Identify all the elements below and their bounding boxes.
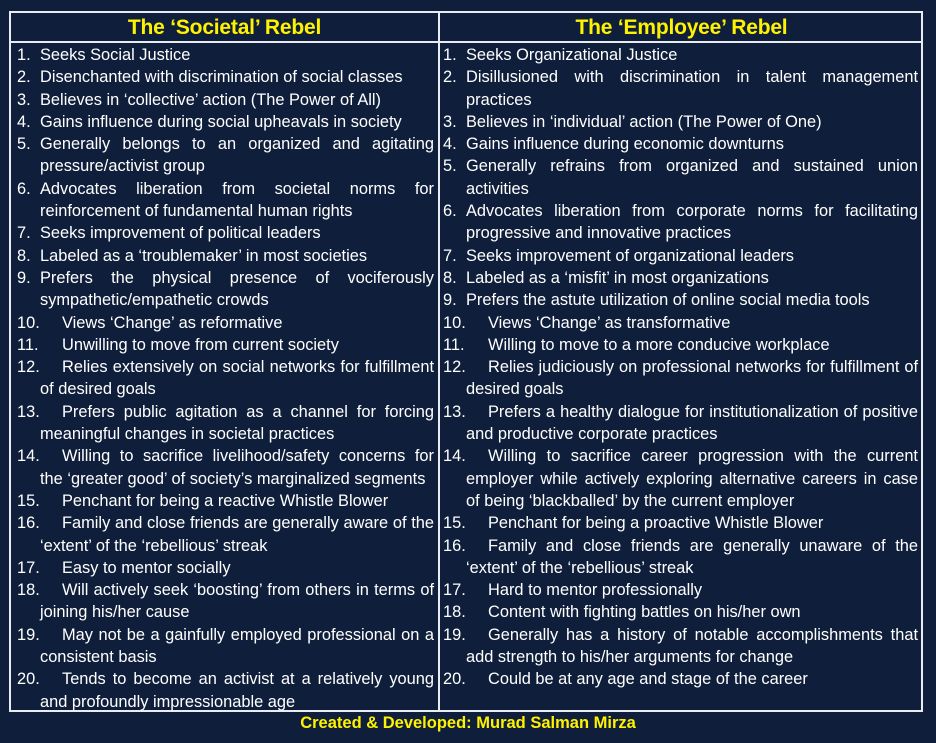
item-number: 17. xyxy=(17,558,40,577)
item-number: 15. xyxy=(443,514,466,533)
list-item xyxy=(443,111,918,133)
item-text: Penchant for being a proactive Whistle Blower xyxy=(488,514,824,533)
item-text: Could be at any age and stage of the career xyxy=(488,670,808,689)
item-text: Views ‘Change’ as transformative xyxy=(488,313,731,332)
item-number: 8. xyxy=(17,246,31,265)
item-number: 20. xyxy=(443,670,466,689)
list-item xyxy=(443,356,918,401)
item-text: Willing to sacrifice career progression with the current employer while actively exploring alternative careers in case of being ‘blackballed’ by the current employer xyxy=(466,447,918,510)
item-number: 7. xyxy=(443,246,457,265)
list-item xyxy=(17,557,434,579)
list-item xyxy=(17,334,434,356)
list-item xyxy=(443,535,918,580)
list-item xyxy=(17,401,434,446)
list-item xyxy=(443,267,918,289)
item-text: Disenchanted with discrimination of social classes xyxy=(40,68,403,87)
list-item xyxy=(443,579,918,601)
item-text: Easy to mentor socially xyxy=(62,558,231,577)
item-number: 4. xyxy=(17,112,31,131)
item-number: 13. xyxy=(17,402,40,421)
item-number: 11. xyxy=(17,335,39,354)
item-text: Prefers the astute utilization of online social media tools xyxy=(466,291,870,310)
item-number: 18. xyxy=(17,581,40,600)
list-item xyxy=(17,445,434,490)
item-number: 13. xyxy=(443,402,466,421)
list-item xyxy=(17,89,434,111)
list-item xyxy=(17,356,434,401)
item-number: 6. xyxy=(17,179,31,198)
societal-rebel-title: The ‘Societal’ Rebel xyxy=(127,16,322,39)
item-text: Believes in ‘collective’ action (The Power of All) xyxy=(40,90,382,109)
item-text: Labeled as a ‘misfit’ in most organizations xyxy=(466,268,769,287)
credit-footer: Created & Developed: Murad Salman Mirza xyxy=(300,714,636,732)
item-text: Disillusioned with discrimination in talent management practices xyxy=(466,68,918,109)
item-number: 14. xyxy=(17,447,40,466)
list-item xyxy=(17,512,434,557)
item-number: 17. xyxy=(443,581,466,600)
list-item xyxy=(443,445,918,512)
item-text: Advocates liberation from corporate norms for facilitating progressive and innovative practices xyxy=(466,202,918,243)
list-item xyxy=(17,579,434,624)
list-item xyxy=(443,245,918,267)
item-number: 16. xyxy=(443,536,466,555)
comparison-table xyxy=(9,11,923,712)
item-text: Generally refrains from organized and sustained union activities xyxy=(466,157,918,198)
list-item xyxy=(17,111,434,133)
item-text: Prefers the physical presence of vociferously sympathetic/empathetic crowds xyxy=(40,268,434,310)
item-number: 5. xyxy=(443,157,457,176)
list-item xyxy=(443,668,918,690)
item-text: Family and close friends are generally aware of the ‘extent’ of the ‘rebellious’ streak xyxy=(40,514,434,555)
item-number: 2. xyxy=(443,68,457,87)
item-number: 3. xyxy=(443,112,457,131)
item-number: 10. xyxy=(443,313,466,332)
list-item xyxy=(17,312,434,334)
list-item xyxy=(443,133,918,155)
item-text: Tends to become an activist at a relatively young and profoundly impressionable age xyxy=(40,670,434,711)
item-text: Relies extensively on social networks for fulfillment of desired goals xyxy=(40,358,434,399)
item-text: Willing to move to a more conducive workplace xyxy=(488,335,830,354)
item-text: Penchant for being a reactive Whistle Blower xyxy=(62,491,389,510)
item-number: 7. xyxy=(17,224,31,243)
list-item xyxy=(443,200,918,245)
list-item xyxy=(17,44,434,66)
list-item xyxy=(443,289,918,311)
item-number: 12. xyxy=(443,358,466,377)
item-number: 8. xyxy=(443,268,457,287)
list-item xyxy=(17,668,434,713)
item-text: Advocates liberation from societal norms for reinforcement of fundamental human rights xyxy=(40,179,434,221)
item-number: 4. xyxy=(443,135,457,154)
item-number: 18. xyxy=(443,603,466,622)
item-text: Seeks improvement of political leaders xyxy=(40,224,321,243)
item-number: 1. xyxy=(17,46,31,64)
item-number: 2. xyxy=(17,68,31,87)
item-text: Seeks Social Justice xyxy=(40,46,191,64)
item-text: Prefers public agitation as a channel for forcing meaningful changes in societal practices xyxy=(40,402,434,444)
list-item xyxy=(17,245,434,267)
item-text: Family and close friends are generally unaware of the ‘extent’ of the ‘rebellious’ streak xyxy=(466,536,918,577)
list-item xyxy=(443,401,918,446)
item-number: 12. xyxy=(17,358,40,377)
item-number: 1. xyxy=(443,46,457,64)
item-text: Relies judiciously on professional networks for fulfillment of desired goals xyxy=(466,358,918,399)
item-text: Labeled as a ‘troublemaker’ in most societies xyxy=(40,246,368,265)
list-item xyxy=(17,66,434,88)
item-text: May not be a gainfully employed professional on a consistent basis xyxy=(40,625,434,667)
item-text: Content with fighting battles on his/her own xyxy=(488,603,801,622)
societal-rebel-list xyxy=(17,44,434,713)
list-item xyxy=(17,178,434,223)
item-text: Generally has a history of notable accomplishments that add strength to his/her arguments for change xyxy=(466,625,918,667)
list-item xyxy=(17,490,434,512)
employee-rebel-title: The ‘Employee’ Rebel xyxy=(575,16,788,39)
header-divider xyxy=(11,41,921,43)
item-number: 6. xyxy=(443,202,457,221)
list-item xyxy=(17,267,434,312)
item-number: 10. xyxy=(17,313,40,332)
list-item xyxy=(443,601,918,623)
item-text: Gains influence during social upheavals in society xyxy=(40,112,402,131)
employee-rebel-list xyxy=(443,44,918,691)
list-item xyxy=(443,624,918,669)
list-item xyxy=(17,133,434,178)
item-number: 20. xyxy=(17,670,40,689)
item-text: Will actively seek ‘boosting’ from others in terms of joining his/her cause xyxy=(40,581,434,622)
list-item xyxy=(443,66,918,111)
item-number: 3. xyxy=(17,90,31,109)
list-item xyxy=(443,512,918,534)
item-number: 9. xyxy=(443,291,457,310)
item-text: Generally belongs to an organized and agitating pressure/activist group xyxy=(40,135,434,176)
item-number: 15. xyxy=(17,491,40,510)
item-text: Prefers a healthy dialogue for institutionalization of positive and productive corporate practices xyxy=(466,402,918,444)
item-text: Hard to mentor professionally xyxy=(488,581,703,600)
item-number: 5. xyxy=(17,135,31,154)
item-text: Gains influence during economic downturns xyxy=(466,135,784,154)
column-divider xyxy=(438,13,440,710)
item-number: 14. xyxy=(443,447,466,466)
list-item xyxy=(17,624,434,669)
item-text: Views ‘Change’ as reformative xyxy=(62,313,283,332)
item-text: Seeks improvement of organizational leaders xyxy=(466,246,794,265)
list-item xyxy=(17,222,434,244)
item-number: 11. xyxy=(443,335,465,354)
item-text: Seeks Organizational Justice xyxy=(466,46,678,64)
list-item xyxy=(443,312,918,334)
item-number: 19. xyxy=(17,625,40,644)
item-number: 16. xyxy=(17,514,40,533)
item-text: Unwilling to move from current society xyxy=(62,335,339,354)
item-text: Willing to sacrifice livelihood/safety concerns for the ‘greater good’ of society’s marginalized segments xyxy=(40,447,434,488)
list-item xyxy=(443,155,918,200)
list-item xyxy=(443,334,918,356)
item-number: 9. xyxy=(17,268,31,287)
item-number: 19. xyxy=(443,625,466,644)
list-item xyxy=(443,44,918,66)
item-text: Believes in ‘individual’ action (The Power of One) xyxy=(466,112,822,131)
